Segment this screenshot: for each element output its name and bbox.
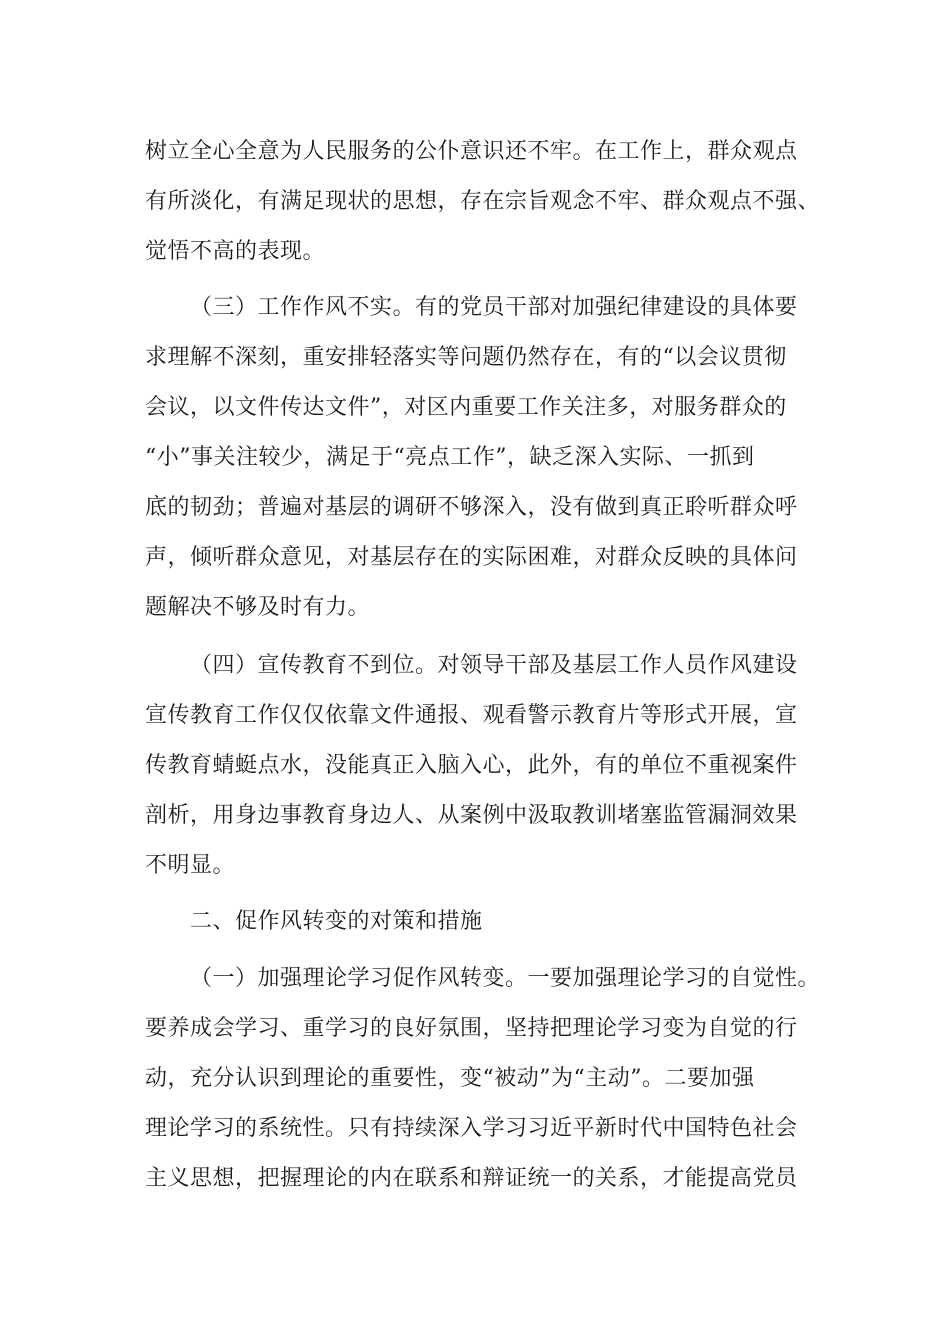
text-line: 理论学习的系统性。只有持续深入学习习近平新时代中国特色社会: [145, 1116, 798, 1141]
text-line: 不明显。: [145, 853, 236, 878]
text-line: 觉悟不高的表现。: [145, 239, 326, 264]
chapter-heading-2: 二、促作风转变的对策和措施: [190, 909, 483, 934]
text-line: 题解决不够及时有力。: [145, 595, 371, 620]
section-heading-1: （一）加强理论学习促作风转变。一要加强理论学习的自觉性。: [190, 966, 821, 991]
text-line: 会议，以文件传达文件”，对区内重要工作关注多，对服务群众的: [145, 395, 787, 420]
text-line: 声，倾听群众意见，对基层存在的实际困难，对群众反映的具体问: [145, 545, 798, 570]
text-line: 主义思想，把握理论的内在联系和辩证统一的关系，才能提高党员: [145, 1166, 798, 1191]
text-line: 求理解不深刻，重安排轻落实等问题仍然存在，有的“以会议贯彻: [145, 345, 787, 370]
text-line: 传教育蜻蜓点水，没能真正入脑入心，此外，有的单位不重视案件: [145, 753, 798, 778]
text-line: 底的韧劲；普遍对基层的调研不够深入，没有做到真正聆听群众呼: [145, 495, 798, 520]
text-line: 树立全心全意为人民服务的公仆意识还不牢。在工作上，群众观点: [145, 139, 798, 164]
section-heading-4: （四）宣传教育不到位。对领导干部及基层工作人员作风建设: [190, 653, 798, 678]
text-line: “小”事关注较少，满足于“亮点工作”，缺乏深入实际、一抓到: [145, 445, 755, 470]
text-line: 有所淡化，有满足现状的思想，存在宗旨观念不牢、群众观点不强、: [145, 189, 821, 214]
section-heading-3: （三）工作作风不实。有的党员干部对加强纪律建设的具体要: [190, 295, 798, 320]
text-line: 宣传教育工作仅仅依靠文件通报、观看警示教育片等形式开展，宣: [145, 703, 798, 728]
text-line: 剖析，用身边事教育身边人、从案例中汲取教训堵塞监管漏洞效果: [145, 803, 798, 828]
text-line: 动，充分认识到理论的重要性，变“被动”为“主动”。二要加强: [145, 1066, 755, 1091]
text-line: 要养成会学习、重学习的良好氛围，坚持把理论学习变为自觉的行: [145, 1016, 798, 1041]
